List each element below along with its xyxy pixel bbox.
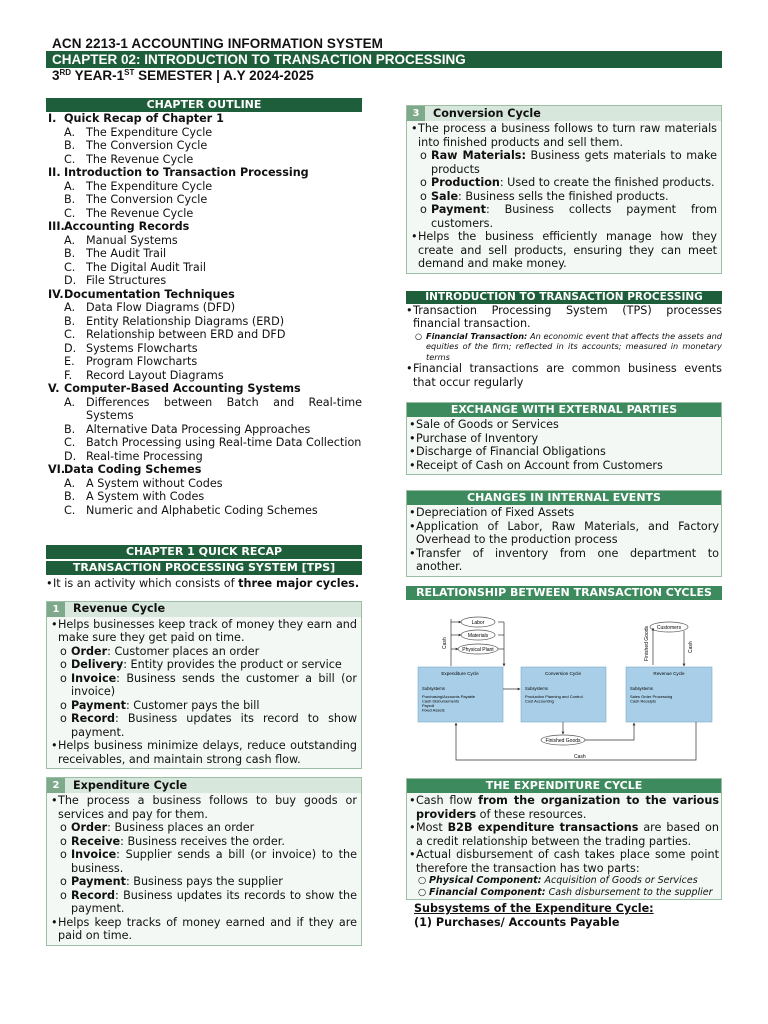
list-item: • Receipt of Cash on Account from Customers (409, 458, 663, 472)
outline-heading: CHAPTER OUTLINE (46, 98, 362, 112)
outline-item: D. Systems Flowcharts (64, 341, 198, 355)
cycle-step: o Raw Materials: Business gets materials to make products (420, 149, 717, 176)
outline-section: III. Accounting Records (48, 220, 190, 233)
relationship-heading: RELATIONSHIP BETWEEN TRANSACTION CYCLES (406, 586, 722, 600)
internal-heading: CHANGES IN INTERNAL EVENTS (407, 491, 721, 505)
outline-section: II. Introduction to Transaction Processing (48, 166, 309, 179)
subsystems-title: Subsystems of the Expenditure Cycle: (414, 902, 654, 915)
cash-label-left: Cash (442, 637, 448, 649)
recap-heading: CHAPTER 1 QUICK RECAP (46, 545, 362, 559)
outline-section: VI. Data Coding Schemes (48, 463, 202, 476)
cycle-step: o Order: Customer places an order (60, 644, 260, 658)
list-item: • Sale of Goods or Services (409, 418, 559, 431)
outline-item: F. Record Layout Diagrams (64, 368, 224, 382)
list-item: • Transfer of inventory from one department to another. (409, 546, 719, 573)
exp-node-subsystems: Subsystems (422, 686, 445, 691)
outline-item: A. Data Flow Diagrams (DFD) (64, 301, 236, 314)
cycle-step: o Sale: Business sells the finished products. (420, 189, 669, 203)
outline-item: C. Numeric and Alphabetic Coding Schemes (64, 503, 318, 517)
rev-node-title: Revenue Cycle (653, 671, 685, 676)
outline-item: B. Alternative Data Processing Approaches (64, 422, 311, 436)
exchange-box (406, 402, 722, 475)
expenditure-section-box (406, 778, 722, 900)
cycle-step: o Order: Business places an order (60, 821, 255, 834)
outline-item: A. The Expenditure Cycle (64, 179, 213, 193)
outline-item: B. The Conversion Cycle (64, 193, 208, 206)
outline-item: B. A System with Codes (64, 490, 205, 503)
rev-s2: Cash Receipts (630, 698, 657, 704)
conversion-cycle-box (406, 105, 722, 274)
revenue-cycle-box (46, 601, 362, 770)
intro-tp-bullet-2: • Financial transactions are common business events that occur regularly (406, 362, 722, 389)
conv-node-subsystems: Subsystems (525, 686, 548, 691)
list-item: • Depreciation of Fixed Assets (409, 506, 575, 519)
quick-recap (46, 545, 362, 946)
outline-item: A. The Expenditure Cycle (64, 125, 213, 139)
expcycle-bullet-1: • Cash flow from the organization to the various providers of these resources. (409, 794, 719, 821)
subsystem-1: (1) Purchases/ Accounts Payable (414, 915, 620, 929)
expenditure-bullet-1: • The process a business follows to buy goods or services and pay for them. (51, 794, 357, 821)
outline-item: A. Manual Systems (64, 233, 178, 247)
revenue-bullet-2: • Helps business minimize delays, reduce outstanding receivables, and maintain strong cash flow. (51, 739, 357, 766)
expenditure-cycle-box (46, 777, 362, 946)
cycle-step: o Record: Business updates its record to show payment. (60, 712, 357, 739)
plant-label: Physical Plant (462, 647, 494, 653)
outline-section: IV. Documentation Techniques (48, 287, 235, 301)
outline-item: C. The Revenue Cycle (64, 206, 194, 220)
cycles-diagram-svg (406, 611, 722, 769)
cycle-step: o Receive: Business receives the order. (60, 834, 285, 848)
expenditure-cycle-title: 2 Expenditure Cycle (47, 778, 361, 793)
outline-item: C. The Revenue Cycle (64, 152, 194, 166)
conv-s2: Cost Accounting (525, 698, 554, 704)
chapter-title: CHAPTER 02: INTRODUCTION TO TRANSACTION PROCESSING (46, 51, 722, 68)
outline-item: B. The Audit Trail (64, 247, 167, 260)
cycle-step: o Invoice: Supplier sends a bill (or invoice) to the business. (60, 848, 357, 875)
conversion-bullet-1: • The process a business follows to turn raw materials into finished products and sell them. (411, 122, 717, 149)
outline-item: D. Real-time Processing (64, 449, 203, 463)
cycle-step: o Record: Business updates its records to show the payment. (60, 888, 357, 915)
cash-label-right: Cash (688, 641, 694, 653)
internal-box (406, 490, 722, 577)
outline-section: I. Quick Recap of Chapter 1 (48, 112, 224, 125)
cycle-step: o Payment: Business collects payment from customers. (420, 203, 717, 230)
outline-item: C. Batch Processing using Real-time Data Collection (64, 436, 362, 449)
intro-tp-bullet-1: • Transaction Processing System (TPS) processes financial transaction. (406, 303, 722, 330)
list-item: • Discharge of Financial Obligations (409, 445, 606, 458)
list-item: • Purchase of Inventory (409, 431, 539, 445)
exp-s4: Fixed Assets (422, 707, 445, 713)
physical-component: ○ Physical Component: Acquisition of Goods or Services (418, 875, 698, 886)
exp-s3: Payroll (422, 703, 435, 708)
expcycle-bullet-2: • Most B2B expenditure transactions are based on a credit relationship between the trading parties. (409, 821, 719, 848)
customers-label: Customers (656, 625, 682, 631)
rev-node-subsystems: Subsystems (630, 686, 653, 691)
revenue-cycle-title: 1 Revenue Cycle (47, 602, 361, 617)
cycle-step: o Payment: Customer pays the bill (60, 698, 260, 712)
list-item: • Application of Labor, Raw Materials, and Factory Overhead to the production process (409, 519, 719, 546)
expcycle-bullet-3: • Actual disbursement of cash takes place some point therefore the transaction has two parts: (409, 848, 719, 875)
outline-item: E. Program Flowcharts (64, 355, 198, 368)
expenditure-cycle-section (406, 778, 722, 929)
materials-label: Materials (467, 633, 489, 639)
exp-s2: Cash Disbursements (422, 698, 460, 704)
outline-item: C. The Digital Audit Trail (64, 260, 206, 274)
outline-item: C. Relationship between ERD and DFD (64, 328, 286, 341)
cycle-step: o Delivery: Entity provides the product or service (60, 658, 342, 671)
finished-goods-label: Finished Goods (644, 625, 650, 661)
expenditure-section-heading: THE EXPENDITURE CYCLE (407, 779, 721, 793)
financial-component: ○ Financial Component: Cash disbursement to the supplier (418, 886, 713, 898)
outline-section: V. Computer-Based Accounting Systems (48, 382, 301, 395)
conversion-cycle-title: 3 Conversion Cycle (407, 106, 721, 121)
labor-label: Labor (471, 620, 485, 626)
expenditure-bullet-2: • Helps keep tracks of money earned and if they are paid on time. (51, 915, 357, 942)
transaction-cycles-diagram (406, 611, 722, 769)
cycle-step: o Payment: Business pays the supplier (60, 875, 283, 888)
tps-intro: • It is an activity which consists of three major cycles. (46, 577, 360, 590)
exp-s1: Purchasing/Accounts Payable (422, 694, 476, 699)
outline-item: A. Differences between Batch and Real-time Systems (64, 395, 362, 422)
conv-s1: Production Planning and Control (525, 694, 583, 699)
cash-label-bottom: Cash (574, 754, 586, 760)
term-line: 3RD YEAR-1ST SEMESTER | A.Y 2024-2025 (52, 68, 314, 83)
finished-goods-oval-label: Finished Goods (545, 738, 581, 744)
financial-transaction-def: ○ Financial Transaction: An economic event that affects the assets and equities of the firm; reflected in its accounts; measured in monetary terms (415, 330, 723, 362)
course-title: ACN 2213-1 ACCOUNTING INFORMATION SYSTEM (52, 36, 384, 51)
revenue-bullet-1: • Helps businesses keep track of money they earn and make sure they get paid on time. (51, 617, 357, 644)
right-column (406, 105, 722, 600)
intro-tp-heading: INTRODUCTION TO TRANSACTION PROCESSING (406, 291, 722, 304)
exp-node-title: Expenditure Cycle (441, 671, 479, 676)
exchange-heading: EXCHANGE WITH EXTERNAL PARTIES (407, 403, 721, 417)
rev-s1: Sales Order Processing (630, 694, 673, 699)
conv-node-title: Conversion Cycle (545, 671, 581, 676)
cycle-step: o Invoice: Business sends the customer a bill (or invoice) (60, 671, 357, 698)
chapter-outline (46, 98, 362, 517)
cycle-step: o Production: Used to create the finished products. (420, 176, 715, 189)
outline-item: B. Entity Relationship Diagrams (ERD) (64, 314, 285, 328)
tps-heading: TRANSACTION PROCESSING SYSTEM [TPS] (46, 561, 362, 575)
conversion-bullet-2: • Helps the business efficiently manage how they create and sell products, ensuring they can meet demand and make money. (411, 230, 717, 270)
outline-item: B. The Conversion Cycle (64, 139, 208, 152)
outline-item: A. A System without Codes (64, 476, 223, 490)
outline-list (46, 112, 362, 517)
outline-item: D. File Structures (64, 274, 167, 287)
